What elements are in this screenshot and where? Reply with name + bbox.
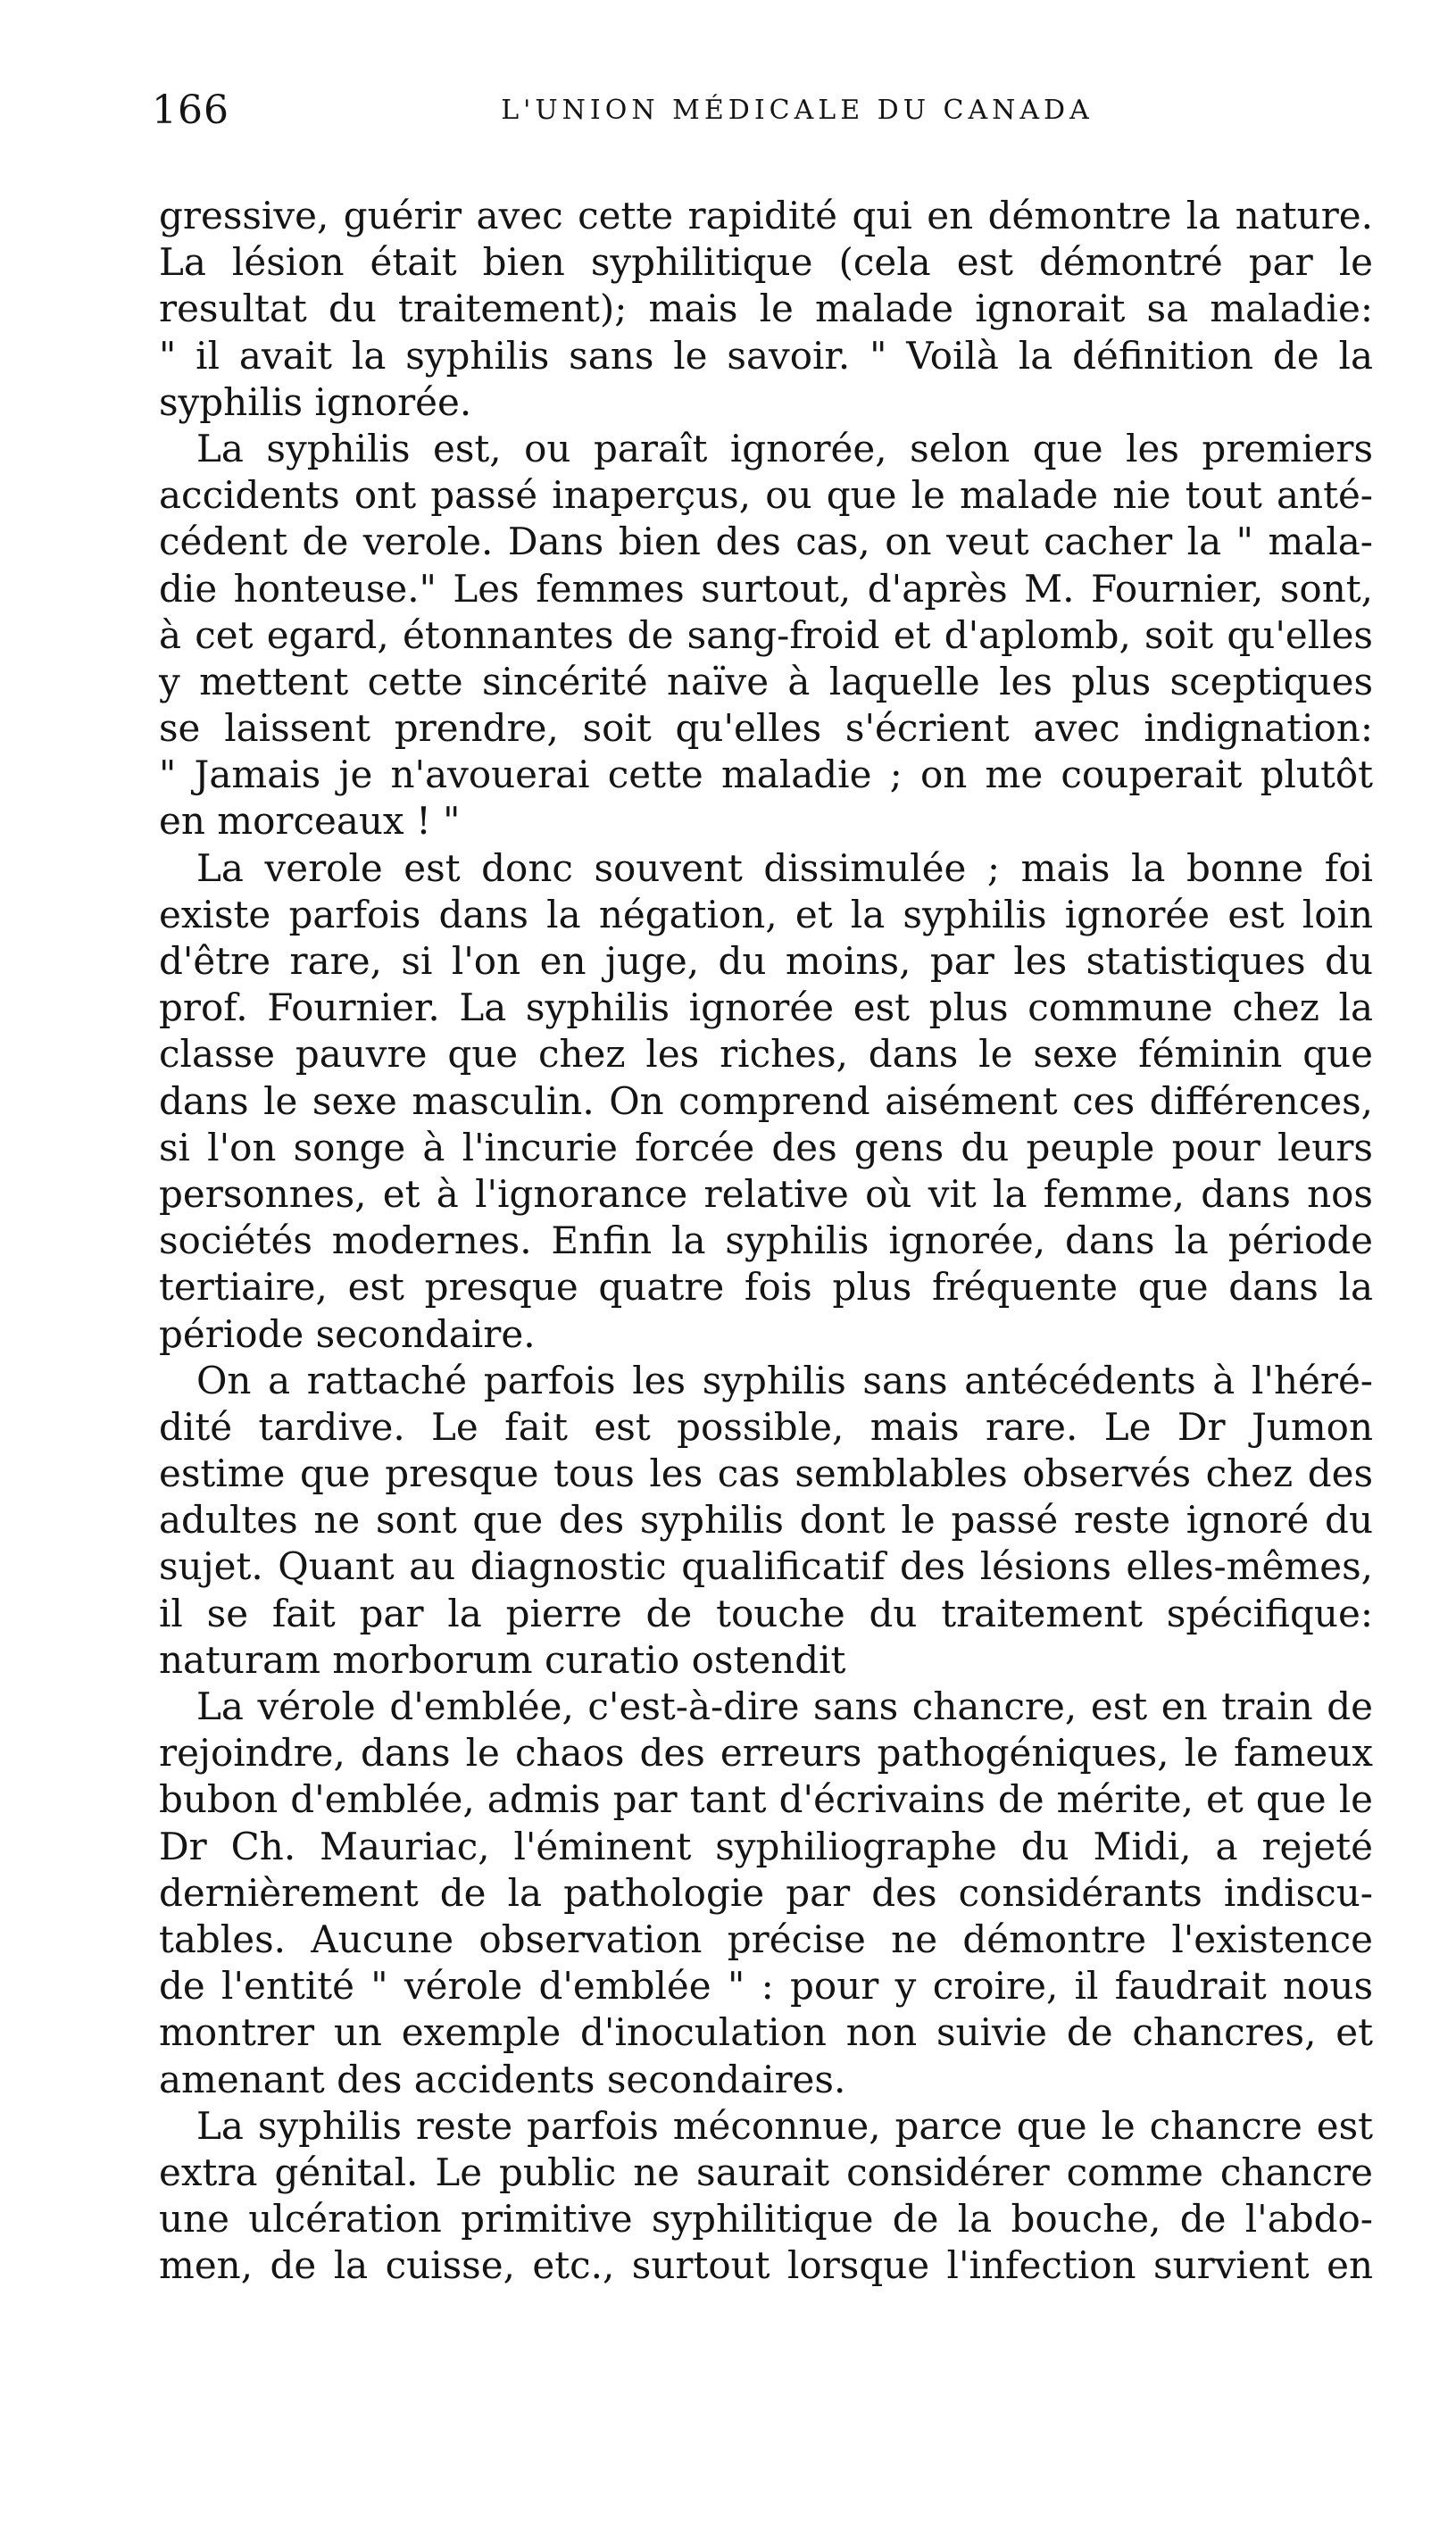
text-line: rejoindre, dans le chaos des erreurs pathogéniques, le fameux [159, 1731, 1373, 1776]
body-text [159, 193, 1373, 2289]
text-line: existe parfois dans la négation, et la syphilis ignorée est loin [159, 892, 1373, 936]
text-line: cédent de verole. Dans bien des cas, on veut cacher la " mala- [159, 520, 1373, 564]
text-line: période secondaire. [159, 1311, 536, 1356]
text-line: d'être rare, si l'on en juge, du moins, par les statistiques du [159, 939, 1373, 983]
text-line: La verole est donc souvent dissimulée ; mais la bonne foi [196, 845, 1373, 890]
text-line: prof. Fournier. La syphilis ignorée est plus commune chez la [159, 986, 1373, 1030]
text-line: se laissent prendre, soit qu'elles s'écrient avec indignation: [159, 706, 1373, 751]
text-line: accidents ont passé inaperçus, ou que le malade nie tout anté- [159, 473, 1373, 518]
text-line: gressive, guérir avec cette rapidité qui en démontre la nature. [159, 194, 1373, 237]
text-line: estime que presque tous les cas semblables observés chez des [159, 1451, 1373, 1496]
text-line: tertiaire, est presque quatre fois plus fréquente que dans la [159, 1265, 1373, 1310]
text-line: On a rattaché parfois les syphilis sans antécédents à l'héré- [196, 1358, 1373, 1402]
text-line: amenant des accidents secondaires. [159, 2057, 846, 2101]
text-line: de l'entité " vérole d'emblée " : pour y croire, il faudrait nous [159, 1964, 1373, 2009]
text-line: La lésion était bien syphilitique (cela est démontré par le [159, 240, 1373, 285]
text-line: une ulcération primitive syphilitique de la bouche, de l'abdo- [159, 2197, 1373, 2242]
text-line: extra génital. Le public ne saurait considérer comme chancre [159, 2150, 1373, 2194]
text-line: La vérole d'emblée, c'est-à-dire sans chancre, est en train de [196, 1684, 1373, 1728]
text-line: dernièrement de la pathologie par des considérants indiscu- [159, 1870, 1373, 1915]
text-line: Dr Ch. Mauriac, l'éminent syphiliographe du Midi, a rejeté [159, 1824, 1373, 1868]
text-line: sociétés modernes. Enfin la syphilis ignorée, dans la période [159, 1219, 1373, 1263]
text-line: die honteuse." Les femmes surtout, d'après M. Fournier, sont, [159, 566, 1373, 611]
text-line: adultes ne sont que des syphilis dont le passé reste ignoré du [159, 1498, 1373, 1543]
text-line: naturam morborum curatio ostendit [159, 1637, 846, 1682]
text-line: y mettent cette sincérité naïve à laquelle les plus sceptiques [159, 659, 1373, 703]
text-line: personnes, et à l'ignorance relative où vit la femme, dans nos [159, 1171, 1373, 1216]
text-line: à cet egard, étonnantes de sang-froid et d'aplomb, soit qu'elles [159, 612, 1373, 657]
text-line: dité tardive. Le fait est possible, mais rare. Le Dr Jumon [159, 1404, 1373, 1449]
text-line: tables. Aucune observation précise ne démontre l'existence [159, 1917, 1373, 1961]
text-line: La syphilis est, ou paraît ignorée, selon que les premiers [196, 426, 1373, 470]
text-line: " il avait la syphilis sans le savoir. " Voilà la définition de la [159, 333, 1373, 378]
text-line: men, de la cuisse, etc., surtout lorsque l'infection survient en [159, 2243, 1373, 2288]
text-line: il se fait par la pierre de touche du traitement spécifique: [159, 1591, 1373, 1635]
text-line: resultat du traitement); mais le malade ignorait sa maladie: [159, 287, 1373, 331]
page-number: 166 [152, 87, 229, 133]
text-line: montrer un exemple d'inoculation non suivie de chancres, et [159, 2010, 1373, 2055]
text-line: " Jamais je n'avouerai cette maladie ; on me couperait plutôt [159, 753, 1373, 797]
text-line: bubon d'emblée, admis par tant d'écrivains de mérite, et que le [159, 1777, 1373, 1822]
text-line: en morceaux ! " [159, 799, 461, 844]
text-line: dans le sexe masculin. On comprend aisément ces différences, [159, 1078, 1373, 1123]
running-head: L'UNION MÉDICALE DU CANADA [501, 95, 1094, 126]
page-header [152, 87, 1380, 141]
text-line: classe pauvre que chez les riches, dans le sexe féminin que [159, 1032, 1373, 1077]
text-line: sujet. Quant au diagnostic qualificatif des lésions elles-mêmes, [159, 1544, 1373, 1589]
text-line: La syphilis reste parfois méconnue, parce que le chancre est [196, 2103, 1373, 2148]
text-line: si l'on songe à l'incurie forcée des gens du peuple pour leurs [159, 1125, 1373, 1169]
text-line: syphilis ignorée. [159, 379, 472, 424]
